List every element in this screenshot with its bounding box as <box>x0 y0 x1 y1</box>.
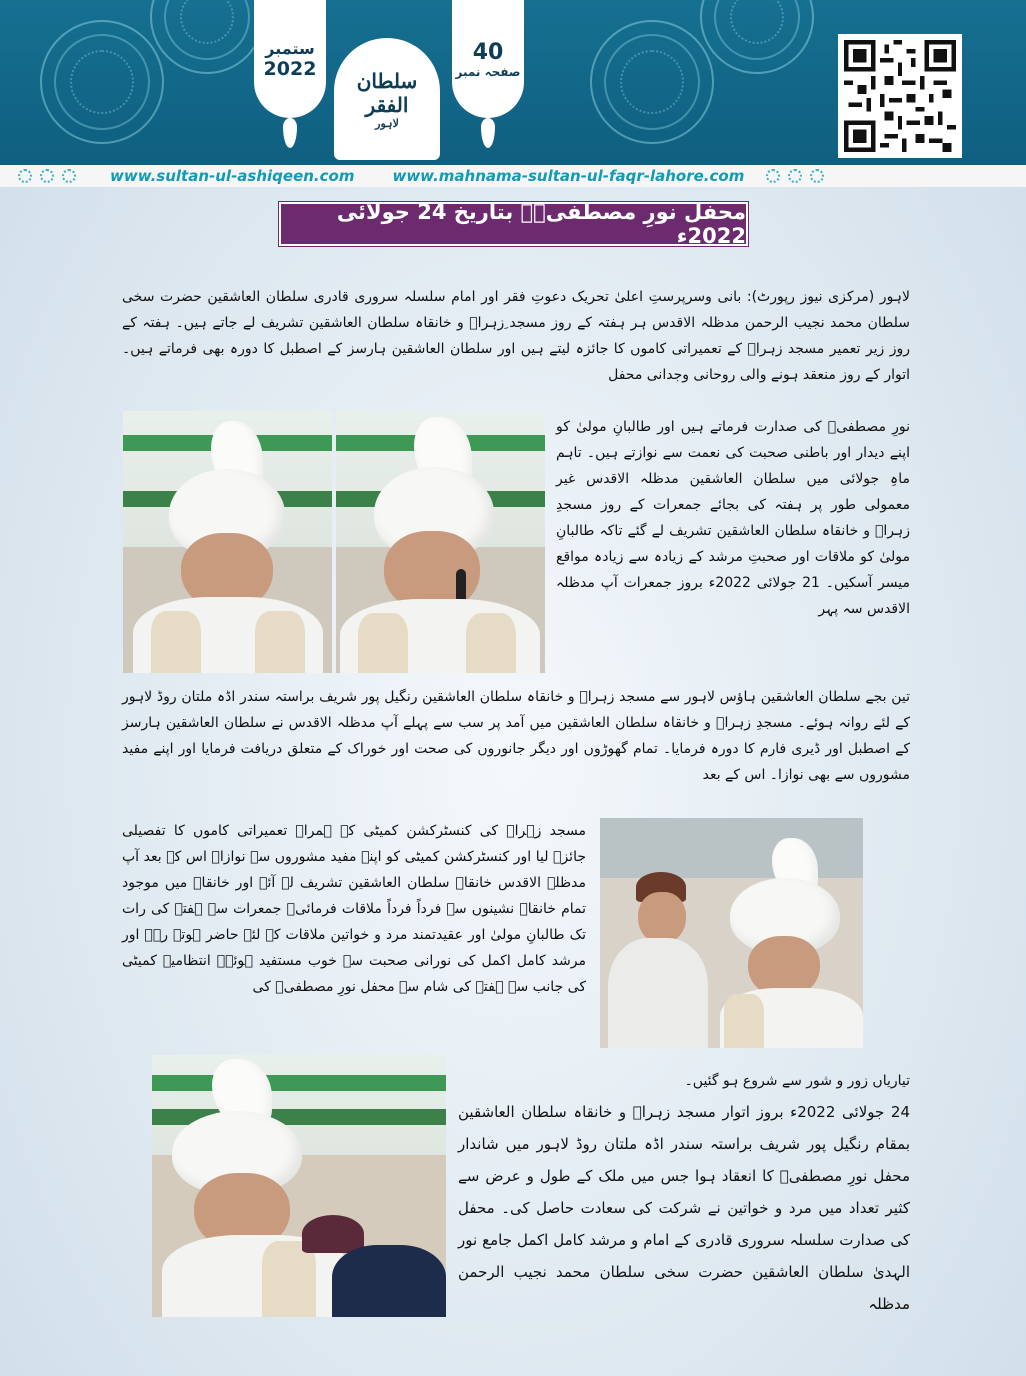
flower-icon <box>766 169 780 183</box>
paragraph-3: تین بجے سلطان العاشقین ہاؤس لاہور سے مسجد زہراؓ و خانقاہ سلطان العاشقین رنگیل پور شریف براستہ سندر اڈہ ملتان روڈ لاہور کے لئے روانہ ہوئے۔ مسجدِ زہراؓ و خانقاہ سلطان العاشقین میں آمد پر سب سے پہلے آپ مدظلہ الاقدس نے سلطان العاشقین ہارسز کے اصطبل اور ڈیری فارم کا دورہ فرمایا۔ تمام گھوڑوں اور دیگر جانوروں کی صحت اور خوراک کے متعلق دریافت فرمایا اور اپنے مفید مشوروں سے بھی نوازا۔ اس کے بعد <box>122 689 910 783</box>
photo-leader-greeting <box>152 1055 446 1317</box>
article-title-box <box>279 202 748 246</box>
photo-leader-prayer <box>600 818 863 1048</box>
website-link-left[interactable]: www.sultan-ul-ashiqeen.com <box>110 167 355 185</box>
paragraph-1: لاہور (مرکزی نیوز رپورٹ): بانی وسرپرستِ اعلیٰ تحریک دعوتِ فقر اور امام سلسلہ سروری قادری سلطان العاشقین حضرت سخی سلطان محمد نجیب الرحمن مدظلہ الاقدس ہر ہفتہ کے روز مسجد ِزہراؓ و خانقاہ سلطان العاشقین تشریف لے جاتے ہیں۔ ہفتہ کے روز زیر تعمیر مسجد زہراؓ کے تعمیراتی کاموں کا جائزہ لیتے ہیں اور سلطان العاشقین ہارسز کے اصطبل کا دورہ بھی فرماتے ہیں۔ اتوار کے روز منعقد ہونے والی روحانی وجدانی محفل <box>122 289 910 383</box>
page-number-label: صفحہ نمبر <box>455 64 521 79</box>
issue-year: 2022 <box>263 57 317 80</box>
flower-icon <box>18 169 32 183</box>
logo-text: سلطان الفقر <box>356 68 418 117</box>
photo-leader-speaking <box>336 411 545 673</box>
ornament-far-right-icon <box>700 0 814 74</box>
flower-icon <box>788 169 802 183</box>
flower-icon <box>62 169 76 183</box>
page-number-tab <box>452 0 524 118</box>
ornament-left-icon <box>40 20 164 144</box>
paragraph-2: نورِ مصطفیؐ کی صدارت فرماتے ہیں اور طالبانِ مولیٰ کو اپنے دیدار اور باطنی صحبت کی نعمت سے نوازتے ہیں۔ تاہم ماہِ جولائی میں سلطان العاشقین مدظلہ الاقدس غیر معمولی طور پر ہفتہ کی بجائے جمعرات کے روز مسجدِ زہراؓ و خانقاہ سلطان العاشقین تشریف لے گئے تاکہ طالبانِ مولیٰ کو ملاقات اور صحبتِ مرشد کے زیادہ سے زیادہ مواقع میسر آسکیں۔ 21 جولائی 2022ء بروز جمعرات آپ مدظلہ الاقدس سہ پہر <box>556 419 910 617</box>
issue-date-tab <box>254 0 326 118</box>
website-link-right[interactable]: www.mahnama-sultan-ul-faqr-lahore.com <box>392 167 745 185</box>
issue-month: ستمبر <box>265 38 315 58</box>
qr-code-icon[interactable] <box>838 34 962 158</box>
photo-leader-seated <box>123 411 332 673</box>
magazine-logo <box>334 38 440 160</box>
paragraph-5: تیاریاں زور و شور سے شروع ہو گئیں۔ <box>684 1073 910 1089</box>
page-number: 40 <box>472 39 504 65</box>
article-title: محفل نورِ مصطفیؐ۔ بتاریخ 24 جولائی 2022ء <box>336 200 746 248</box>
paragraph-6: 24 جولائی 2022ء بروز اتوار مسجد زہراؓ و خانقاہ سلطان العاشقین بمقام رنگیل پور شریف براستہ سندر اڈہ ملتان روڈ لاہور میں شاندار محفل نورِ مصطفیؐ کا انعقاد ہوا جس میں ملک کے طول و عرض سے کثیر تعداد میں مرد و خواتین نے شرکت کی سعادت حاصل کی۔ محفل کی صدارت سلسلہ سروری قادری کے امام و مرشد کامل اکمل جامع نور الہدیٰ سلطان العاشقین حضرت سخی سلطان محمد نجیب الرحمن مدظلہ <box>458 1103 910 1313</box>
ornament-right-icon <box>590 20 714 144</box>
flower-icon <box>40 169 54 183</box>
logo-subtext: لاہور <box>375 116 399 130</box>
website-bar <box>0 165 1026 187</box>
ornament-center-left-icon <box>150 0 264 74</box>
page-header <box>0 0 1026 165</box>
flower-icon <box>810 169 824 183</box>
paragraph-4: مسجد زہراؓ کی کنسٹرکشن کمیٹی کے ہمراہ تعمیراتی کاموں کا تفصیلی جائزہ لیا اور کنسٹرکشن کمیٹی کو اپنے مفید مشوروں سے نوازا۔ اس کے بعد آپ مدظلہ الاقدس خانقاہ سلطان العاشقین تشریف لے آئے اور خانقاہ میں موجود تمام خانقاہ نشینوں سے فرداً فرداً ملاقات فرمائی۔ جمعرات سے ہفتہ کی رات تک طالبانِ مولیٰ اور عقیدتمند مرد و خواتین ملاقات کے لئے حاضر ہوتے رہے اور مرشد کامل اکمل کی نورانی صحبت سے خوب مستفید ہوئے۔ انتظامیہ کمیٹی کی جانب سے ہفتہ کی شام سے محفل نورِ مصطفیؐ کی <box>122 823 586 995</box>
